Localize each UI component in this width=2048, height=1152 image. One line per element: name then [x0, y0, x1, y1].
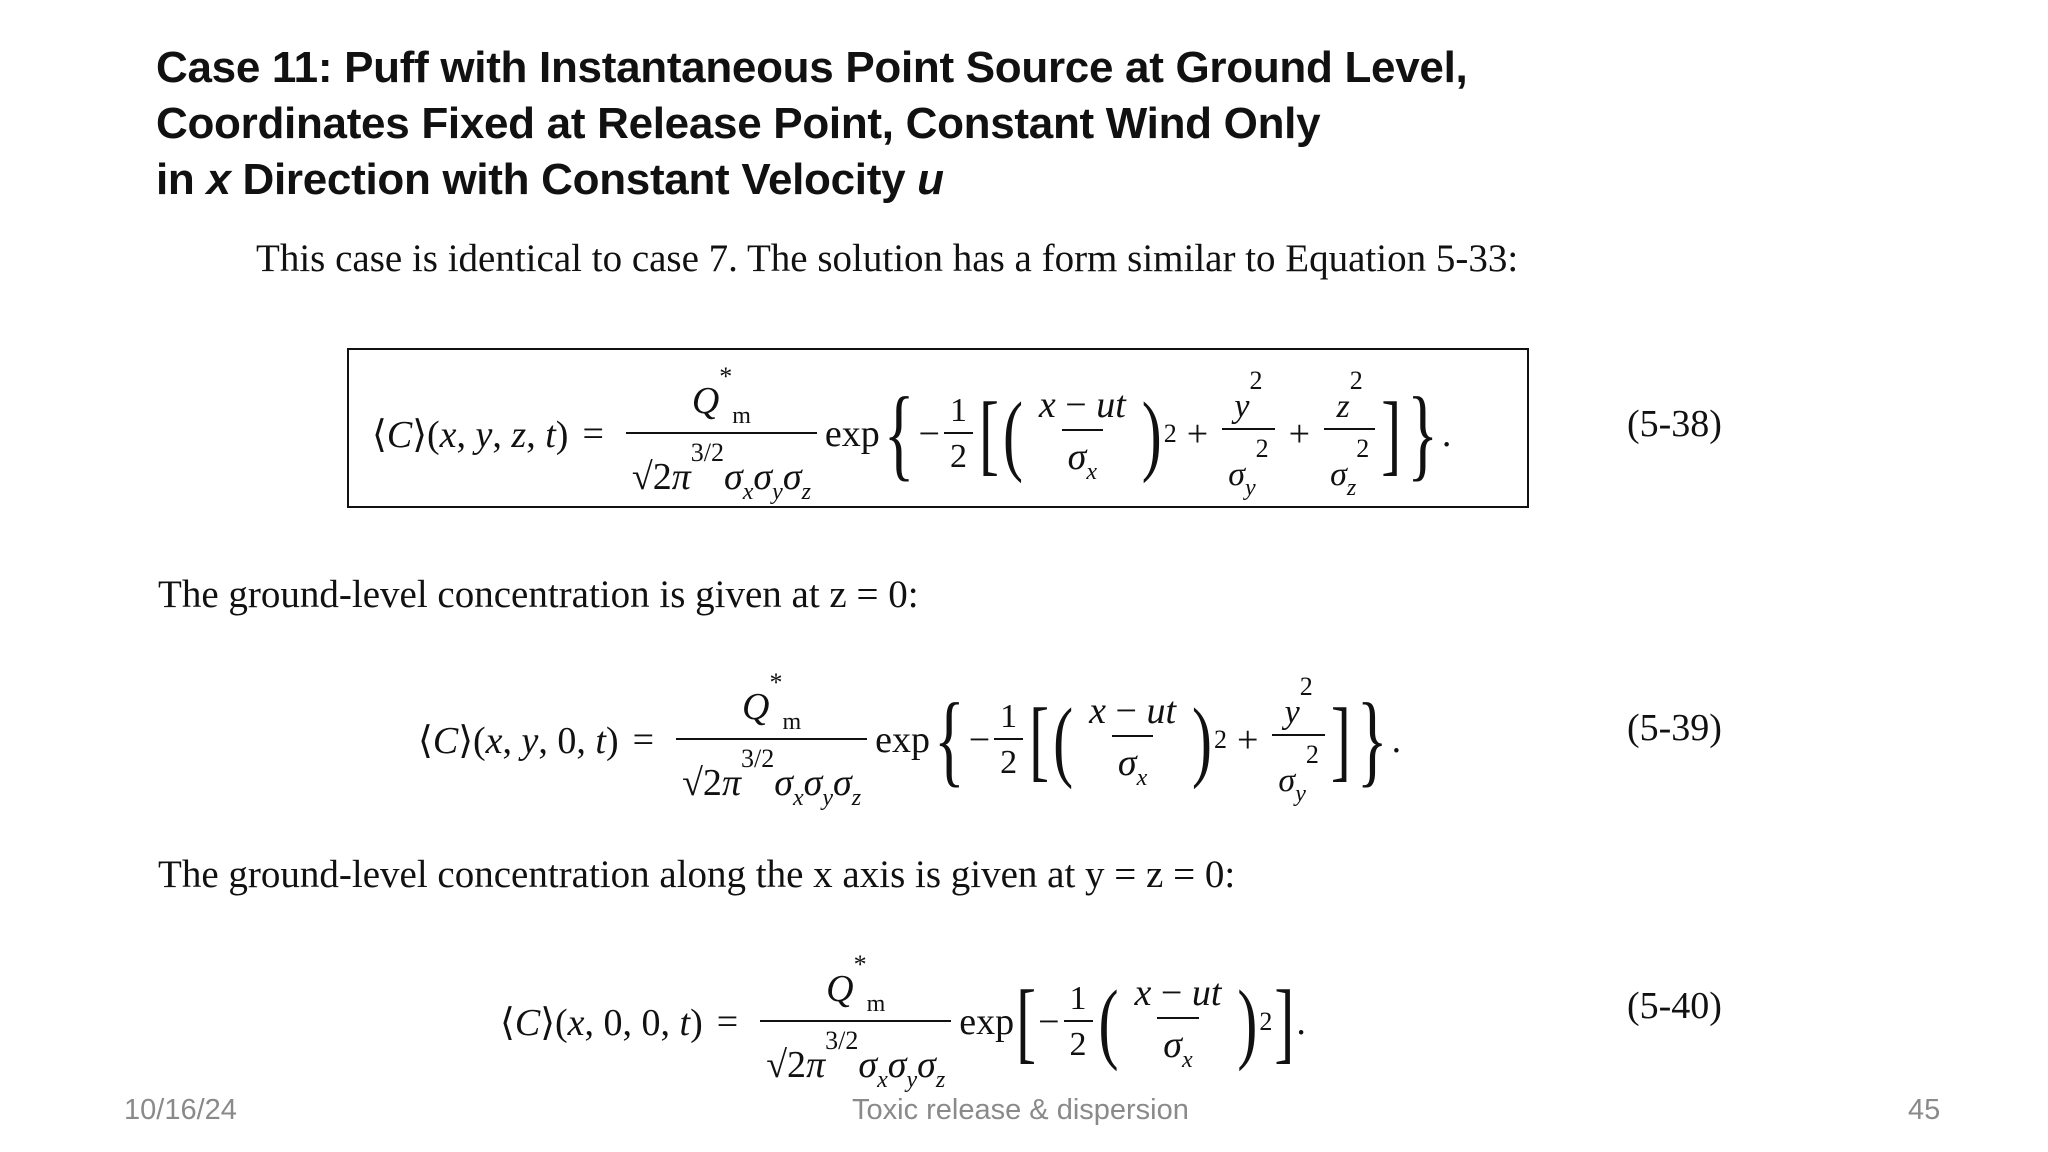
equation-number-5-38: (5-38): [1627, 403, 1722, 445]
case-heading: [156, 40, 1606, 208]
eq1-lhs: ⟨C⟩(x, y, z, t): [372, 413, 569, 456]
equation-5-40: ⟨C⟩(x, 0, 0, t) = $\frac{Q^*_m}{√2\pi^{3/2}\sigma_x\sigma_y\sigma_z}$ exp [ − $\frac{1}{2}$ ( $\frac{x - ut}{\sigma_x}$ ) 2 ] .: [500, 950, 1306, 1093]
equation-5-38: ⟨C⟩(x, y, z, t) = $\frac{Q^*_m}{√2\pi^{3/2}\sigma_x\sigma_y\sigma_z}$ exp { − $\frac{1}{2}$ [ ( $\frac{x - ut}{\sigma_x}$ ) 2 + $\frac{y^2}{\sigma_y^2}$ + $\frac{z^2}{\sigma_z^2}$ ] } .: [372, 362, 1452, 505]
equation-5-39: ⟨C⟩(x, y, 0, t) = $\frac{Q^*_m}{√2\pi^{3/2}\sigma_x\sigma_y\sigma_z}$ exp { − $\frac{1}{2}$ [ ( $\frac{x - ut}{\sigma_x}$ ) 2 + $\frac{y^2}{\sigma_y^2}$ ] } .: [418, 668, 1402, 811]
intro-text: This case is identical to case 7. The solution has a form similar to Equation 5-33:: [256, 237, 1519, 280]
equation-number-5-39: (5-39): [1627, 707, 1722, 749]
eq1-fraction: $\frac{Q^*_m}{√2\pi^{3/2}\sigma_x\sigma_y\sigma_z}$: [626, 362, 817, 506]
x-axis-text: The ground-level concentration along the x axis is given at y = z = 0:: [158, 853, 1236, 896]
heading-line-2: Coordinates Fixed at Release Point, Constant Wind Only: [156, 99, 1321, 148]
footer-title: Toxic release & dispersion: [852, 1094, 1189, 1126]
footer-date: 10/16/24: [124, 1094, 237, 1126]
heading-line-1: Case 11: Puff with Instantaneous Point Source at Ground Level,: [156, 43, 1468, 92]
heading-line-3: in x Direction with Constant Velocity u: [156, 155, 944, 204]
footer-page-number: 45: [1908, 1094, 1941, 1126]
ground-level-text: The ground-level concentration is given at z = 0:: [158, 573, 919, 616]
equation-number-5-40: (5-40): [1627, 985, 1722, 1027]
